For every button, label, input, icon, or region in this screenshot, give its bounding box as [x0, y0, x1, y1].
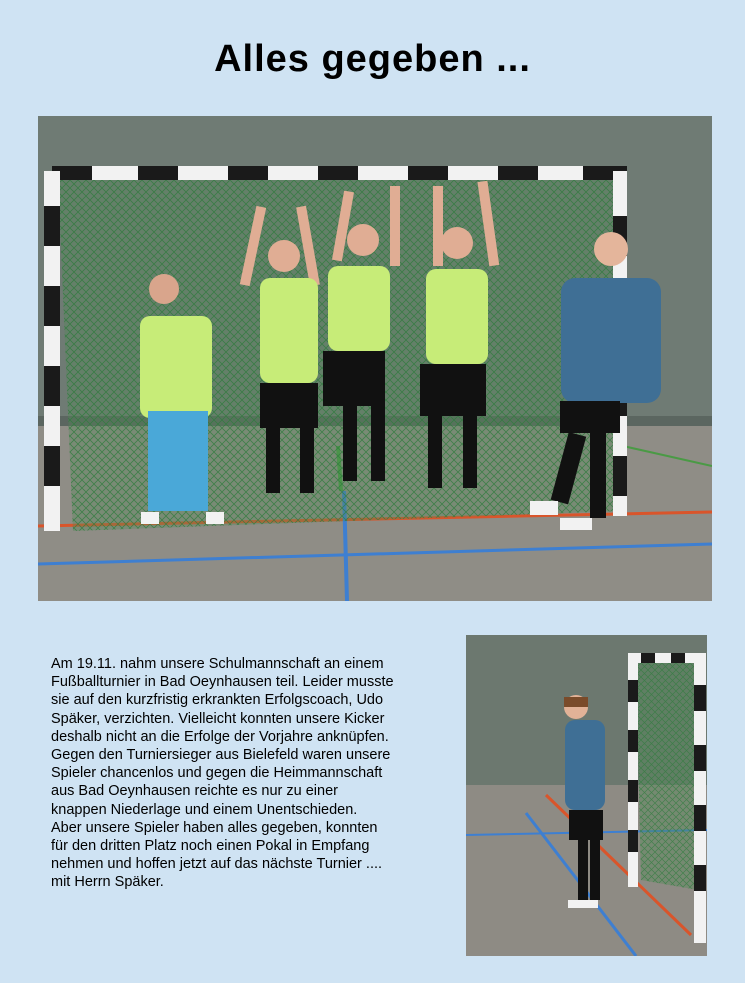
- article-line: Am 19.11. nahm unsere Schulmannschaft an einem: [51, 656, 384, 672]
- article-line: aus Bad Oeynhausen reichte es nur zu einer: [51, 783, 338, 800]
- article-line: nehmen und hoffen jetzt auf das nächste Turnier ....: [51, 856, 383, 873]
- article-line: Fußballturnier in Bad Oeynhausen teil. Leider musste: [51, 674, 394, 691]
- page-title: Alles gegeben ...: [214, 38, 531, 80]
- goalkeeper-photo: [466, 635, 707, 956]
- team-photo: [38, 116, 712, 601]
- article-line: Gegen den Turniersieger aus Bielefeld waren unsere: [51, 747, 391, 764]
- article-line: Spieler chancenlos und gegen die Heimmannschaft: [51, 765, 383, 782]
- article-line: sie auf den kurzfristig erkrankten Erfolgscoach, Udo: [51, 692, 384, 709]
- article-line: deshalb nicht an die Erfolge der Vorjahre anknüpfen.: [51, 728, 389, 745]
- article-line: für den dritten Platz noch einen Pokal in Empfang: [51, 838, 370, 855]
- article-line: knappen Niederlage und einem Unentschieden.: [51, 801, 358, 818]
- article-line: mit Herrn Späker.: [51, 874, 164, 891]
- article-line: Aber unsere Spieler haben alles gegeben, konnten: [51, 819, 378, 836]
- article-line: Späker, verzichten. Vielleicht konnten unsere Kicker: [51, 710, 385, 727]
- article-text: [51, 655, 431, 892]
